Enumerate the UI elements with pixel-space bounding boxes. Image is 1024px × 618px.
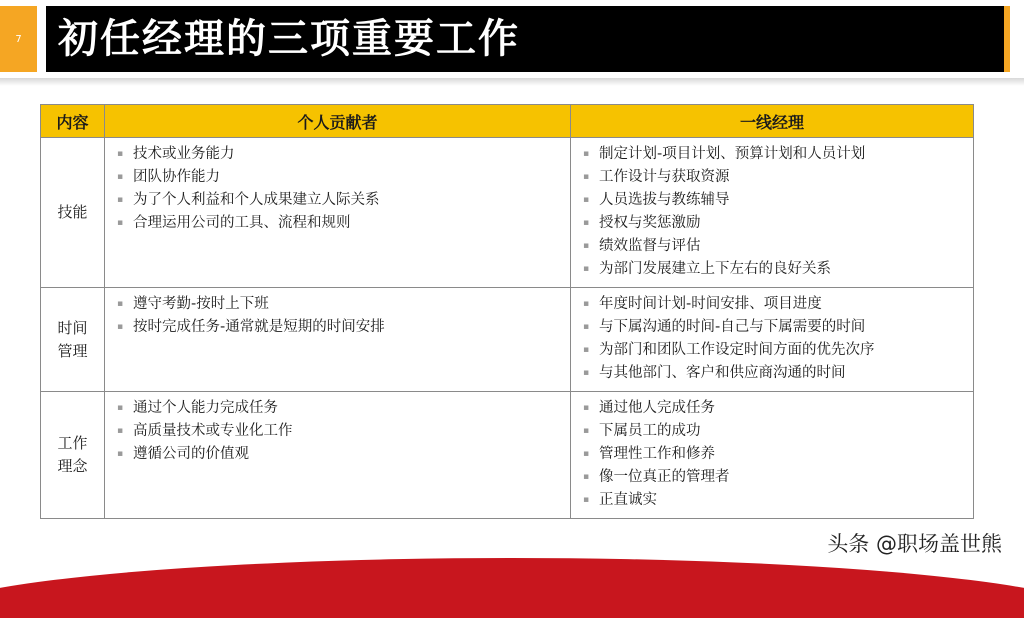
slide-header — [0, 0, 1024, 78]
individual-cell — [105, 288, 571, 392]
list-item: ▪ 年度时间计划-时间安排、项目进度 — [577, 293, 967, 316]
list-item: ▪ 正直诚实 — [577, 489, 967, 512]
manager-cell — [571, 138, 974, 288]
list-item: ▪ 通过个人能力完成任务 — [111, 397, 564, 420]
list-item: ▪ 像一位真正的管理者 — [577, 466, 967, 489]
watermark: 头条 @职场盖世熊 — [823, 528, 1006, 558]
row-label-line: 管理 — [57, 341, 88, 360]
header-frontline-manager: 一线经理 — [571, 105, 974, 138]
header-content: 内容 — [41, 105, 105, 138]
individual-cell — [105, 138, 571, 288]
title-accent — [1004, 6, 1010, 72]
manager-list — [577, 397, 967, 512]
footer-arc — [0, 558, 1024, 618]
manager-list — [577, 143, 967, 281]
header-individual-contributor: 个人贡献者 — [105, 105, 571, 138]
list-item: ▪ 为部门发展建立上下左右的良好关系 — [577, 258, 967, 281]
row-label — [41, 392, 105, 519]
list-item: ▪ 授权与奖惩激励 — [577, 212, 967, 235]
list-item: ▪ 技术或业务能力 — [111, 143, 564, 166]
row-label-line: 技能 — [57, 203, 88, 221]
individual-list — [111, 397, 564, 466]
table-row-time-management — [41, 288, 974, 392]
page-number: 7 — [0, 6, 37, 72]
list-item: ▪ 与下属沟通的时间-自己与下属需要的时间 — [577, 316, 967, 339]
list-item: ▪ 通过他人完成任务 — [577, 397, 967, 420]
list-item: ▪ 为了个人利益和个人成果建立人际关系 — [111, 189, 564, 212]
row-label — [41, 138, 105, 288]
manager-cell — [571, 288, 974, 392]
list-item: ▪ 与其他部门、客户和供应商沟通的时间 — [577, 362, 967, 385]
list-item: ▪ 下属员工的成功 — [577, 420, 967, 443]
individual-list — [111, 293, 564, 339]
table-header-row — [41, 105, 974, 138]
individual-cell — [105, 392, 571, 519]
row-label-line: 时间 — [57, 318, 88, 337]
list-item: ▪ 为部门和团队工作设定时间方面的优先次序 — [577, 339, 967, 362]
slide-title: 初任经理的三项重要工作 — [58, 16, 520, 62]
list-item: ▪ 遵循公司的价值观 — [111, 443, 564, 466]
comparison-table — [40, 104, 974, 519]
list-item: ▪ 高质量技术或专业化工作 — [111, 420, 564, 443]
table-row-work-philosophy — [41, 392, 974, 519]
list-item: ▪ 团队协作能力 — [111, 166, 564, 189]
list-item: ▪ 遵守考勤-按时上下班 — [111, 293, 564, 316]
manager-list — [577, 293, 967, 385]
list-item: ▪ 绩效监督与评估 — [577, 235, 967, 258]
header-shadow — [0, 78, 1024, 86]
row-label-line: 工作 — [57, 434, 88, 452]
row-label — [41, 288, 105, 392]
list-item: ▪ 按时完成任务-通常就是短期的时间安排 — [111, 316, 564, 339]
individual-list — [111, 143, 564, 235]
list-item: ▪ 工作设计与获取资源 — [577, 166, 967, 189]
list-item: ▪ 制定计划-项目计划、预算计划和人员计划 — [577, 143, 967, 166]
row-label-line: 理念 — [57, 457, 88, 475]
table-row-skills — [41, 138, 974, 288]
list-item: ▪ 管理性工作和修养 — [577, 443, 967, 466]
list-item: ▪ 合理运用公司的工具、流程和规则 — [111, 212, 564, 235]
manager-cell — [571, 392, 974, 519]
list-item: ▪ 人员选拔与教练辅导 — [577, 189, 967, 212]
